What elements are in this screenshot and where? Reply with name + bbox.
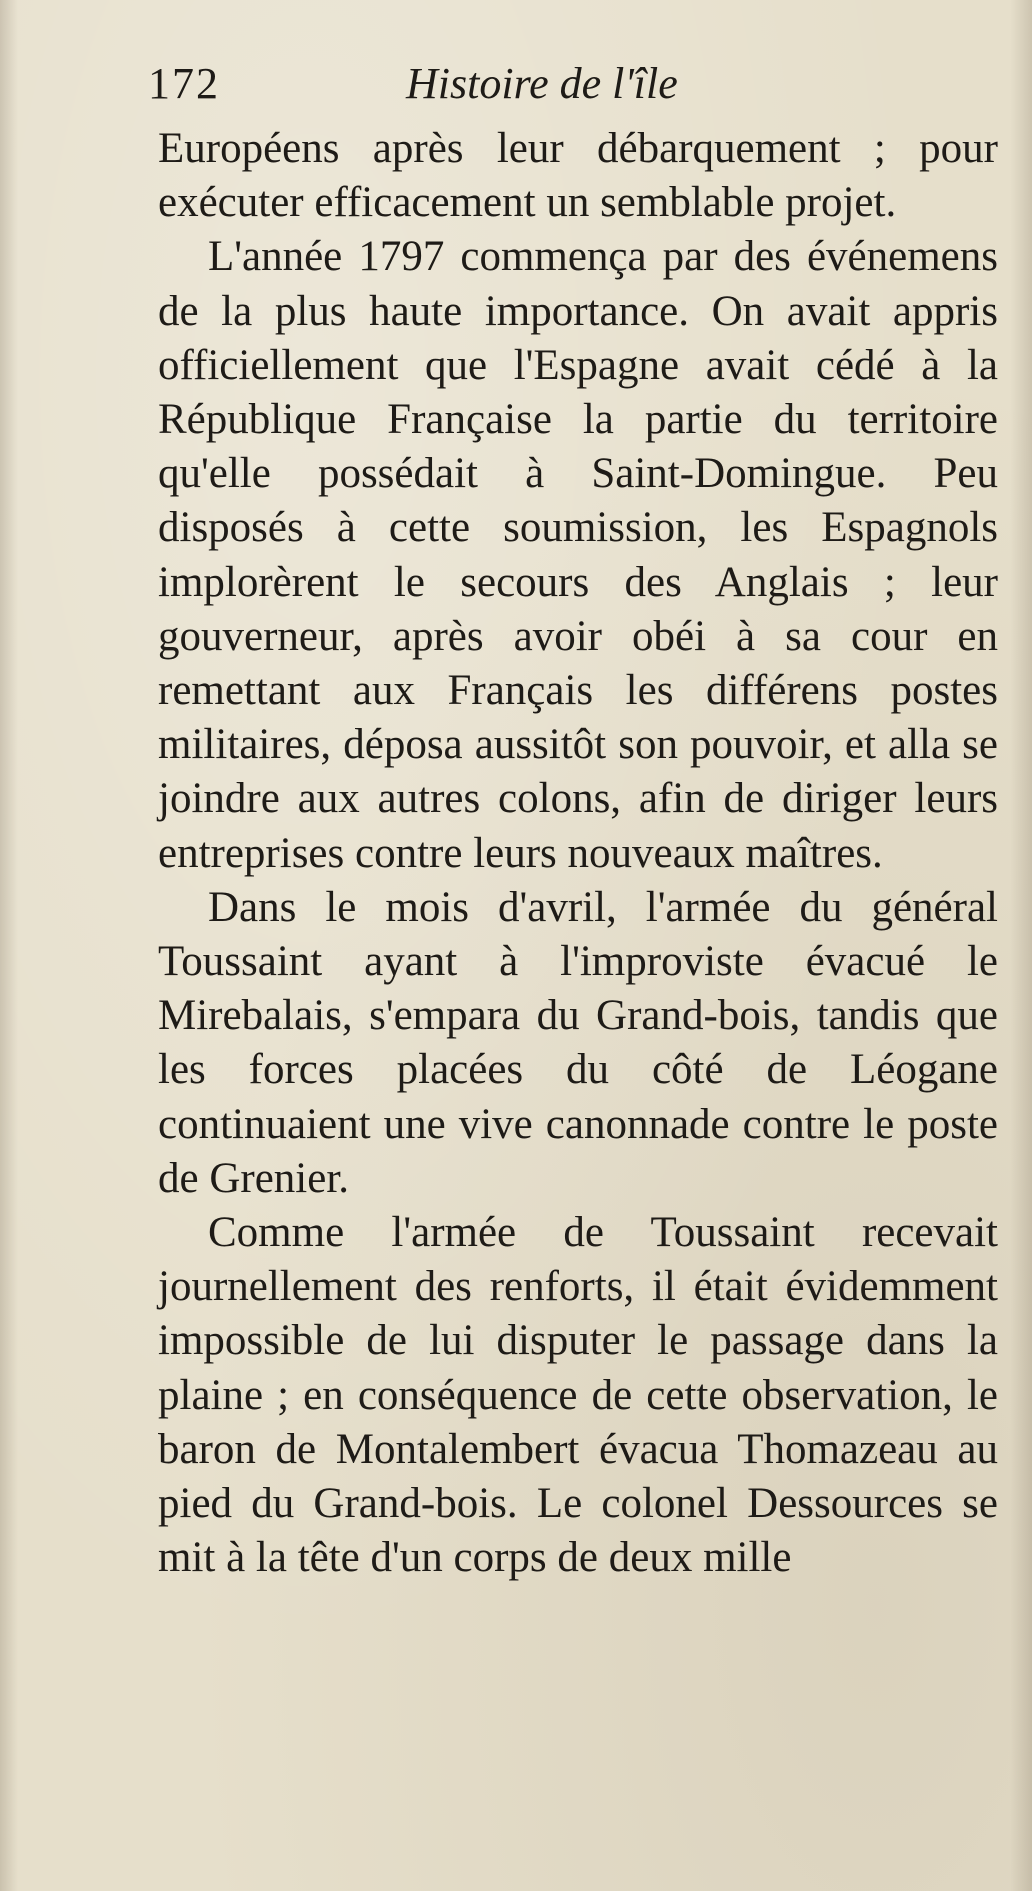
- page-edge-shadow-left: [0, 0, 18, 1891]
- paragraph-april-campaign: Dans le mois d'avril, l'armée du général Toussaint ayant à l'improviste évacué le Mirebalais, s'empara du Grand-bois, tandis que les forces placées du côté de Léogane continuaient une vive canonnade contre le poste de Grenier.: [158, 883, 998, 1202]
- paragraph-toussaint-reinforcements: Comme l'armée de Toussaint recevait journellement des renforts, il était évidemment impossible de lui disputer le passage dans la plaine ; en conséquence de cette observation, le baron de Montalembert évacua Thomazeau au pied du Grand-bois. Le colonel Dessources se mit à la tête d'un corps de deux mille: [158, 1209, 998, 1582]
- paragraph-continuation: Européens après leur débarquement ; pour exécuter efficacement un semblable projet.: [158, 125, 998, 227]
- page-number: 172: [148, 59, 220, 108]
- page-edge-shadow-right: [1010, 0, 1032, 1891]
- body-text: [158, 122, 998, 1585]
- paragraph-1797-events: L'année 1797 commença par des événemens de la plus haute importance. On avait appris officiellement que l'Espagne avait cédé à la République Française la partie du territoire qu'elle possédait à Saint-Domingue. Peu disposés à cette soumission, les Espagnols implorèrent le secours des Anglais ; leur gouverneur, après avoir obéi à sa cour en remettant aux Français les différens postes militaires, déposa aussitôt son pouvoir, et alla se joindre aux autres colons, afin de diriger leurs entreprises contre leurs nouveaux maîtres.: [158, 233, 998, 877]
- running-title: Histoire de l'île: [406, 59, 678, 108]
- running-head: [148, 58, 1008, 118]
